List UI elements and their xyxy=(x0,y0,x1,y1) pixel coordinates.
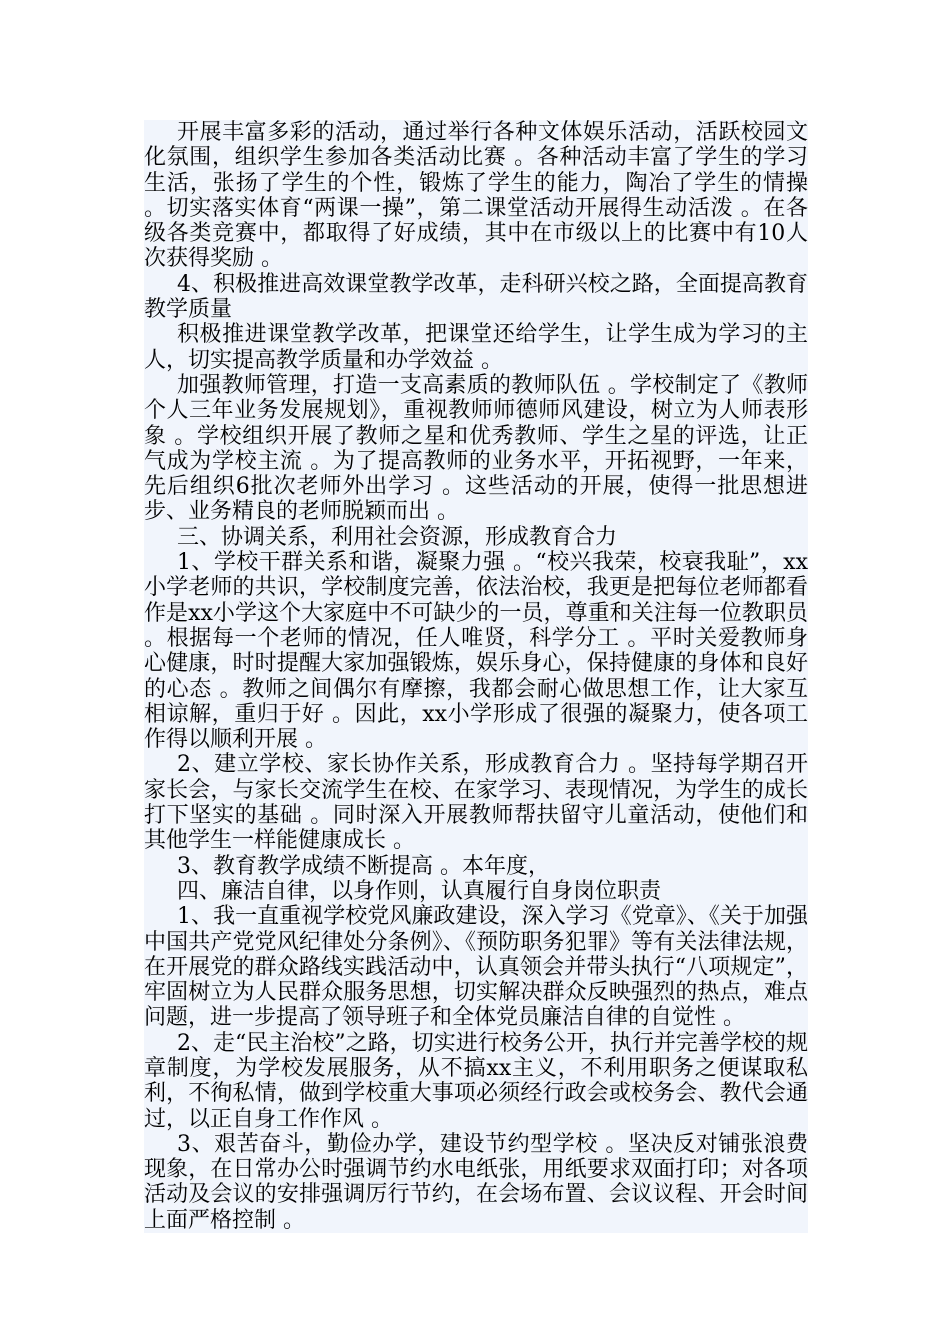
paragraph: 加强教师管理，打造一支高素质的教师队伍 。学校制定了《教师个人三年业务发展规划》，重视教师师德师风建设，树立为人师表形象 。学校组织开展了教师之星和优秀教师、学生之星的评选，让正气成为学校主流 。为了提高教师的业务水平，开拓视野，一年来，先后组织6批次老师外出学习 。这些活动的开展，使得一批思想进步、业务精良的老师脱颖而出 。 xyxy=(144,372,808,525)
paragraph: 3、教育教学成绩不断提高 。本年度， xyxy=(177,853,550,879)
document-body xyxy=(144,120,808,1233)
section-heading: 四、廉洁自律，以身作则，认真履行自身岗位职责 xyxy=(177,878,662,904)
paragraph: 2、走“民主治校”之路，切实进行校务公开，执行并完善学校的规章制度，为学校发展服务，从不搞xx主义，不利用职务之便谋取私利，不徇私情，做到学校重大事项必须经行政会或校务会、教代会通过，以正自身工作作风 。 xyxy=(144,1030,808,1132)
paragraph: 1、我一直重视学校党风廉政建设，深入学习《党章》、《关于加强中国共产党党风纪律处分条例》、《预防职务犯罪》等有关法律法规，在开展党的群众路线实践活动中，认真领会并带头执行“八项规定”，牢固树立为人民群众服务思想，切实解决群众反映强烈的热点，难点问题，进一步提高了领导班子和全体党员廉洁自律的自觉性 。 xyxy=(144,904,808,1031)
paragraph-heading: 4、积极推进高效课堂教学改革，走科研兴校之路，全面提高教育教学质量 xyxy=(144,271,808,323)
paragraph: 开展丰富多彩的活动，通过举行各种文体娱乐活动，活跃校园文化氛围，组织学生参加各类活动比赛 。各种活动丰富了学生的学习生活，张扬了学生的个性，锻炼了学生的能力，陶冶了学生的情操 。切实落实体育“两课一操”，第二课堂活动开展得生动活泼 。在各级各类竞赛中，都取得了好成绩，其中在市级以上的比赛中有10人次获得奖励 。 xyxy=(144,120,808,272)
paragraph: 3、艰苦奋斗，勤俭办学，建设节约型学校 。坚决反对铺张浪费现象，在日常办公时强调节约水电纸张，用纸要求双面打印；对各项活动及会议的安排强调厉行节约，在会场布置、会议议程、开会时间上面严格控制 。 xyxy=(144,1131,808,1233)
paragraph: 1、学校干群关系和谐，凝聚力强 。“校兴我荣，校衰我耻”，xx小学老师的共识，学校制度完善，依法治校，我更是把每位老师都看作是xx小学这个大家庭中不可缺少的一员，尊重和关注每一位教职员 。根据每一个老师的情况，任人唯贤，科学分工 。平时关爱教师身心健康，时时提醒大家加强锻炼，娱乐身心，保持健康的身体和良好的心态 。教师之间偶尔有摩擦，我都会耐心做思想工作，让大家互相谅解，重归于好 。因此，xx小学形成了很强的凝聚力，使各项工作得以顺利开展 。 xyxy=(144,550,808,753)
paragraph: 积极推进课堂教学改革，把课堂还给学生，让学生成为学习的主人，切实提高教学质量和办学效益 。 xyxy=(144,322,808,373)
section-heading: 三、协调关系，利用社会资源，形成教育合力 xyxy=(177,524,618,550)
paragraph: 2、建立学校、家长协作关系，形成教育合力 。坚持每学期召开家长会，与家长交流学生在校、在家学习、表现情况，为学生的成长打下坚实的基础 。同时深入开展教师帮扶留守儿童活动，使他们和其他学生一样能健康成长 。 xyxy=(144,752,808,854)
